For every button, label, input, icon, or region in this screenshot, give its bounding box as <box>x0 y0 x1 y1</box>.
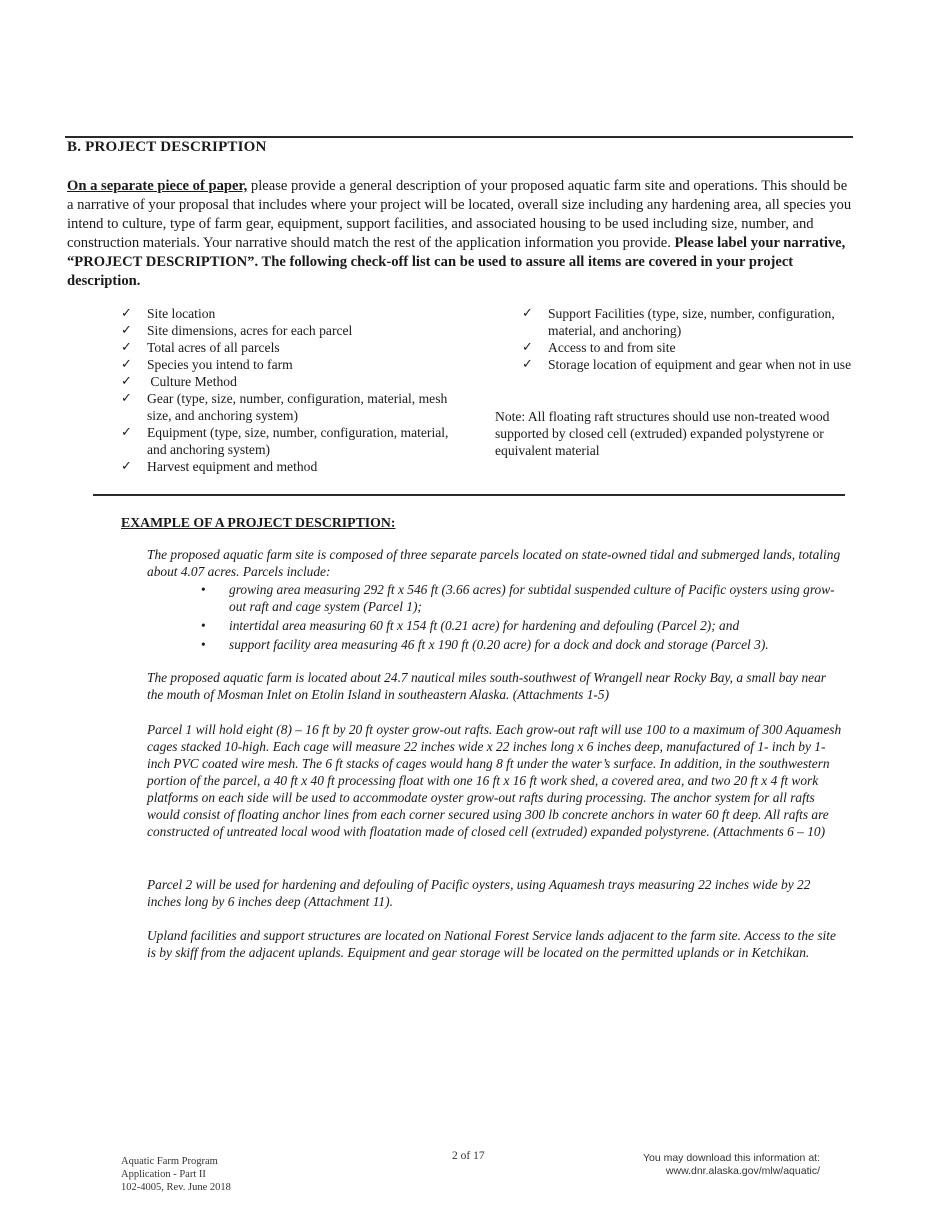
footer-application: Application - Part II <box>121 1169 206 1180</box>
example-paragraph-2: The proposed aquatic farm is located about 24.7 nautical miles south-southwest of Wrangell near Rocky Bay, a small bay near the mouth of Mosman Inlet on Etolin Island in southeastern Alaska. (Attachments 1-5) <box>147 670 827 702</box>
checkmark-icon: ✓ <box>121 391 132 406</box>
checkmark-icon: ✓ <box>121 340 132 355</box>
checklist-item: ✓ Site dimensions, acres for each parcel <box>121 323 353 338</box>
checklist-item: ✓ Equipment (type, size, number, configuration, material, and anchoring system) <box>121 425 449 457</box>
bullet-icon: • <box>201 618 206 633</box>
checkmark-icon: ✓ <box>522 357 533 372</box>
checkmark-icon: ✓ <box>121 323 132 338</box>
intro-lead: On a separate piece of paper, <box>67 178 248 194</box>
example-paragraph-4: Parcel 2 will be used for hardening and defouling of Pacific oysters, using Aquamesh trays measuring 22 inches wide by 22 inches long by 6 inches deep (Attachment 11). <box>147 877 811 909</box>
checkmark-icon: ✓ <box>121 357 132 372</box>
parcel-list <box>147 581 847 653</box>
top-rule <box>65 136 853 138</box>
footer-form-number: 102-4005, Rev. June 2018 <box>121 1182 231 1193</box>
example-paragraph-1: The proposed aquatic farm site is composed of three separate parcels located on state-owned tidal and submerged lands, totaling about 4.07 acres. Parcels include: <box>147 547 841 579</box>
footer-program: Aquatic Farm Program <box>121 1156 218 1167</box>
raft-note: Note: All floating raft structures should use non-treated wood supported by closed cell (extruded) expanded polystyrene or equivalent material <box>495 409 830 458</box>
checklist-item: ✓ Access to and from site <box>522 340 676 355</box>
checkmark-icon: ✓ <box>522 340 533 355</box>
checklist-item: ✓ Harvest equipment and method <box>121 459 318 474</box>
parcel-list-item: • intertidal area measuring 60 ft x 154 ft (0.21 acre) for hardening and defouling (Parcel 2); and <box>201 618 740 633</box>
checkmark-icon: ✓ <box>522 306 533 321</box>
download-label: You may download this information at: <box>642 1152 820 1164</box>
checklist-item: ✓ Culture Method <box>121 374 237 389</box>
checkmark-icon: ✓ <box>121 374 132 389</box>
checklist-item: ✓ Gear (type, size, number, configuration, material, mesh size, and anchoring system) <box>121 391 448 423</box>
checklist-item: ✓ Support Facilities (type, size, number, configuration, material, and anchoring) <box>522 306 835 338</box>
intro-body: please provide a general description of your proposed aquatic farm site and operations. This should be a narrative of your proposal that includes where your project will be located, overall size including any hardening area, all species you intend to culture, type of farm gear, equipment, support facilities, and associated housing to be used including size, number, and construction materials. Your narrative should match the rest of the application information you provide. <box>67 178 852 251</box>
checkmark-icon: ✓ <box>121 425 132 440</box>
bullet-icon: • <box>201 637 206 652</box>
page-number: 2 of 17 <box>452 1150 485 1162</box>
intro-paragraph <box>67 177 857 291</box>
footer-left <box>121 1155 231 1194</box>
checklist-item: ✓ Site location <box>121 306 216 321</box>
checklist-item: ✓ Species you intend to farm <box>121 357 293 372</box>
example-paragraph-5: Upland facilities and support structures are located on National Forest Service lands adjacent to the farm site. Access to the site is by skiff from the adjacent uplands. Equipment and gear storage will be located on the permitted uplands or in Ketchikan. <box>147 928 836 960</box>
download-url[interactable]: www.dnr.alaska.gov/mlw/aquatic/ <box>665 1165 820 1177</box>
intro-bold: Please label your narrative, “PROJECT DESCRIPTION”. The following check-off list can be used to assure all items are covered in your project description. <box>67 235 846 289</box>
checklist-left <box>121 305 451 475</box>
middle-rule <box>93 494 845 496</box>
checklist-right <box>522 305 852 373</box>
parcel-list-item: • growing area measuring 292 ft x 546 ft (3.66 acres) for subtidal suspended culture of Pacific oysters using grow-out raft and cage system (Parcel 1); <box>201 582 835 614</box>
checklist-item: ✓ Storage location of equipment and gear when not in use <box>522 357 852 372</box>
bullet-icon: • <box>201 582 206 597</box>
example-title: EXAMPLE OF A PROJECT DESCRIPTION: <box>121 515 396 530</box>
parcel-list-item: • support facility area measuring 46 ft x 190 ft (0.20 acre) for a dock and dock and storage (Parcel 3). <box>201 637 769 652</box>
section-title: B. PROJECT DESCRIPTION <box>67 139 267 155</box>
footer-right <box>600 1152 820 1178</box>
checkmark-icon: ✓ <box>121 306 132 321</box>
checklist-item: ✓ Total acres of all parcels <box>121 340 280 355</box>
checkmark-icon: ✓ <box>121 459 132 474</box>
example-paragraph-3: Parcel 1 will hold eight (8) – 16 ft by 20 ft oyster grow-out rafts. Each grow-out raft will use 100 to a maximum of 300 Aquamesh cages stacked 10-high. Each cage will measure 22 inches wide x 22 inches long x 6 inches deep, manufactured of 1- inch by 1-inch PVC coated wire mesh. The 6 ft stacks of cages would hang 8 ft under the water’s surface. In addition, in the southwestern portion of the parcel, a 40 ft x 40 ft processing float with one 16 ft x 16 ft work shed, a covered area, and two 20 ft x 4 ft work platforms on each side will be used to accommodate oyster grow-out rafts during processing. The anchor system for all rafts would consist of floating anchor lines from each corner secured using 300 lb concrete anchors in water 60 ft deep. All rafts are constructed of untreated local wood with floatation made of closed cell (extruded) expanded polystyrene. (Attachments 6 – 10) <box>147 722 842 839</box>
